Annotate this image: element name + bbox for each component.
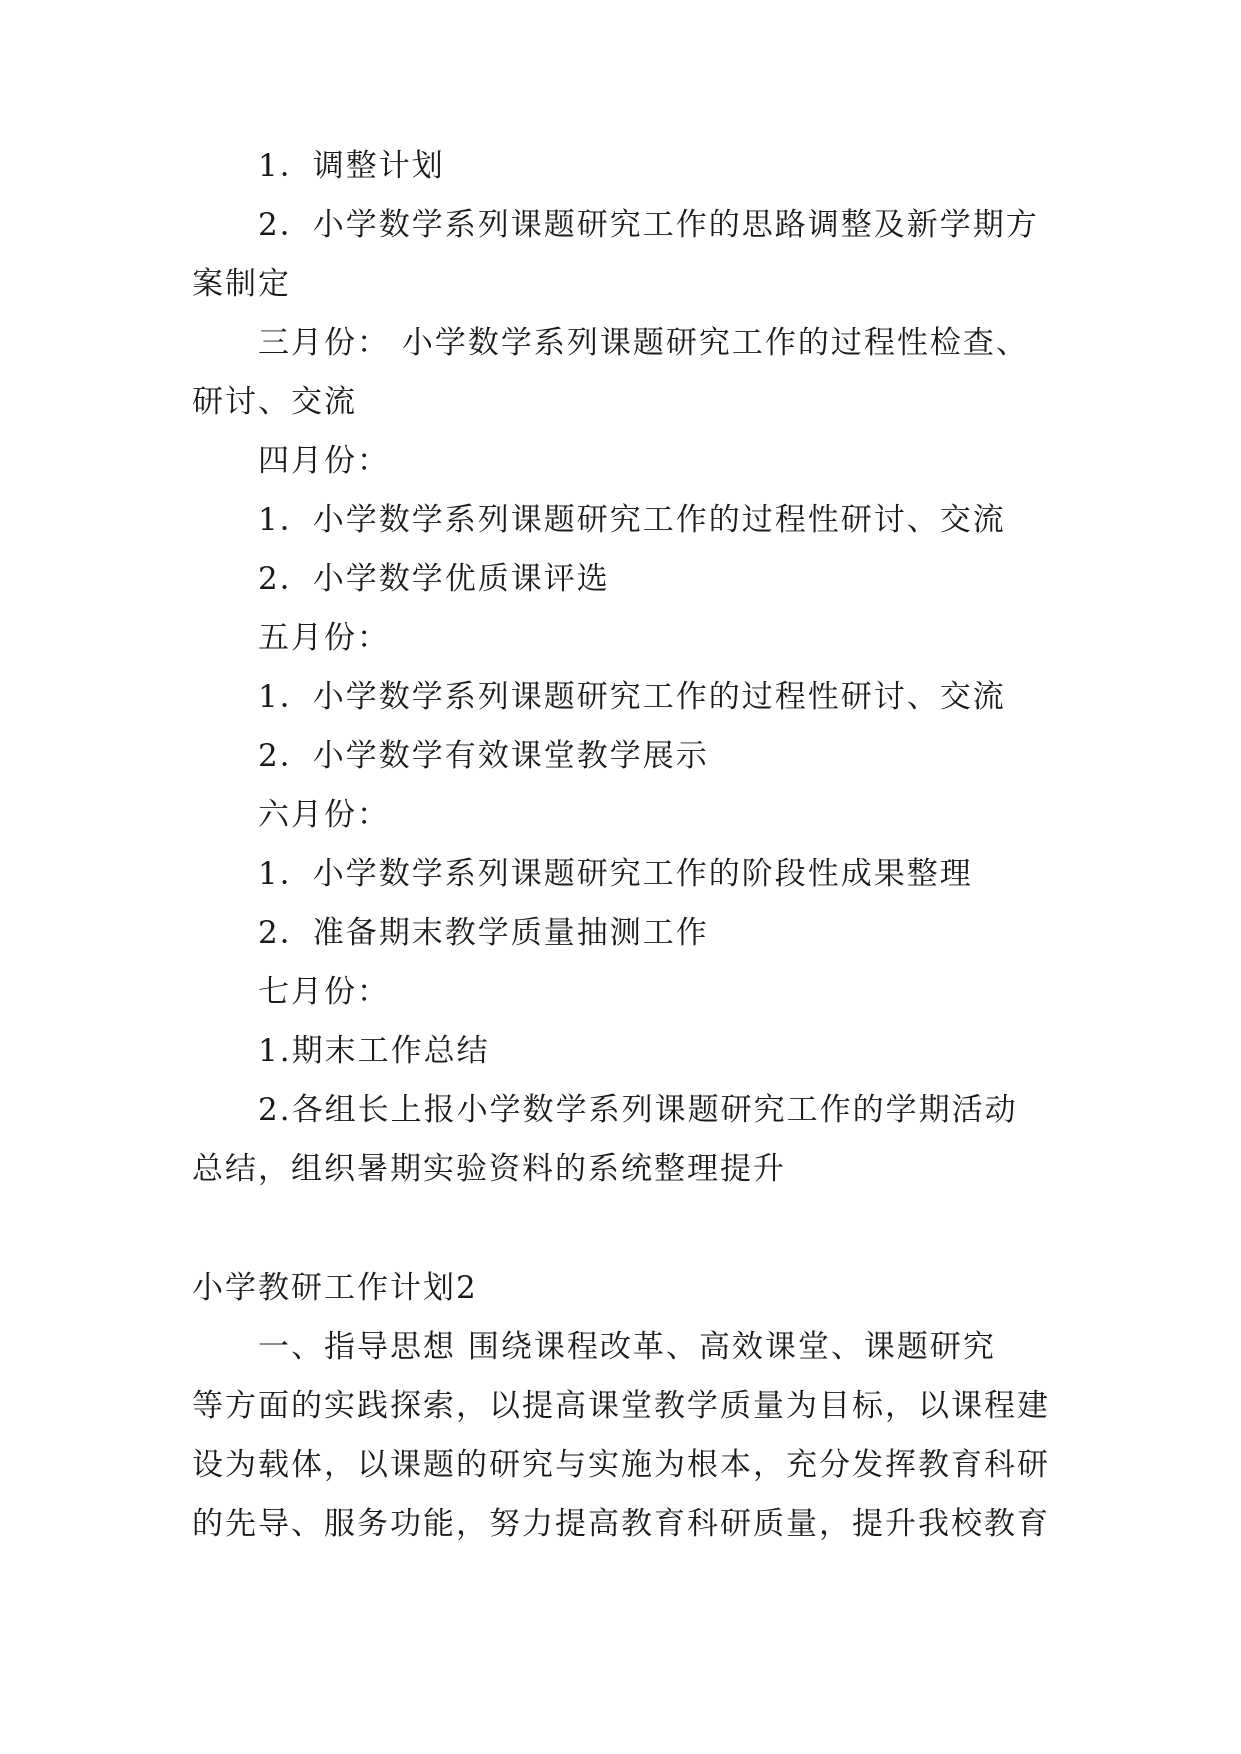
text-line: 1．调整计划 xyxy=(258,148,445,184)
text-line: 设为载体，以课题的研究与实施为根本，充分发挥教育科研 xyxy=(192,1447,1050,1483)
text-line: 1．小学数学系列课题研究工作的过程性研讨、交流 xyxy=(258,502,1006,538)
text-line: 五月份： xyxy=(258,620,390,656)
text-line: 1．小学数学系列课题研究工作的阶段性成果整理 xyxy=(258,856,973,892)
text-line: 案制定 xyxy=(192,266,291,302)
text-line: 六月份： xyxy=(258,797,390,833)
text-line: 1．小学数学系列课题研究工作的过程性研讨、交流 xyxy=(258,679,1006,715)
text-line: 2.各组长上报小学数学系列课题研究工作的学期活动 xyxy=(258,1092,1018,1128)
text-line: 一、指导思想 围绕课程改革、高效课堂、课题研究 xyxy=(258,1329,996,1365)
schedule-section xyxy=(192,137,1052,1199)
text-line: 2．准备期末教学质量抽测工作 xyxy=(258,915,709,951)
text-line: 七月份： xyxy=(258,974,390,1010)
text-line: 三月份： 小学数学系列课题研究工作的过程性检查、 xyxy=(258,325,1029,361)
section-gap xyxy=(192,1199,1052,1259)
text-line: 2．小学数学有效课堂教学展示 xyxy=(258,738,709,774)
section-title: 小学教研工作计划2 xyxy=(192,1270,478,1306)
text-line: 1.期末工作总结 xyxy=(258,1033,490,1069)
guiding-ideology-section xyxy=(192,1318,1052,1554)
text-line: 研讨、交流 xyxy=(192,384,357,420)
text-line: 的先导、服务功能，努力提高教育科研质量，提升我校教育 xyxy=(192,1506,1050,1542)
text-line: 等方面的实践探索，以提高课堂教学质量为目标，以课程建 xyxy=(192,1388,1050,1424)
document-body xyxy=(192,137,1052,1554)
text-line: 2．小学数学优质课评选 xyxy=(258,561,610,597)
text-line: 总结，组织暑期实验资料的系统整理提升 xyxy=(192,1151,786,1187)
text-line: 2．小学数学系列课题研究工作的思路调整及新学期方 xyxy=(258,207,1039,243)
text-line: 四月份： xyxy=(258,443,390,479)
